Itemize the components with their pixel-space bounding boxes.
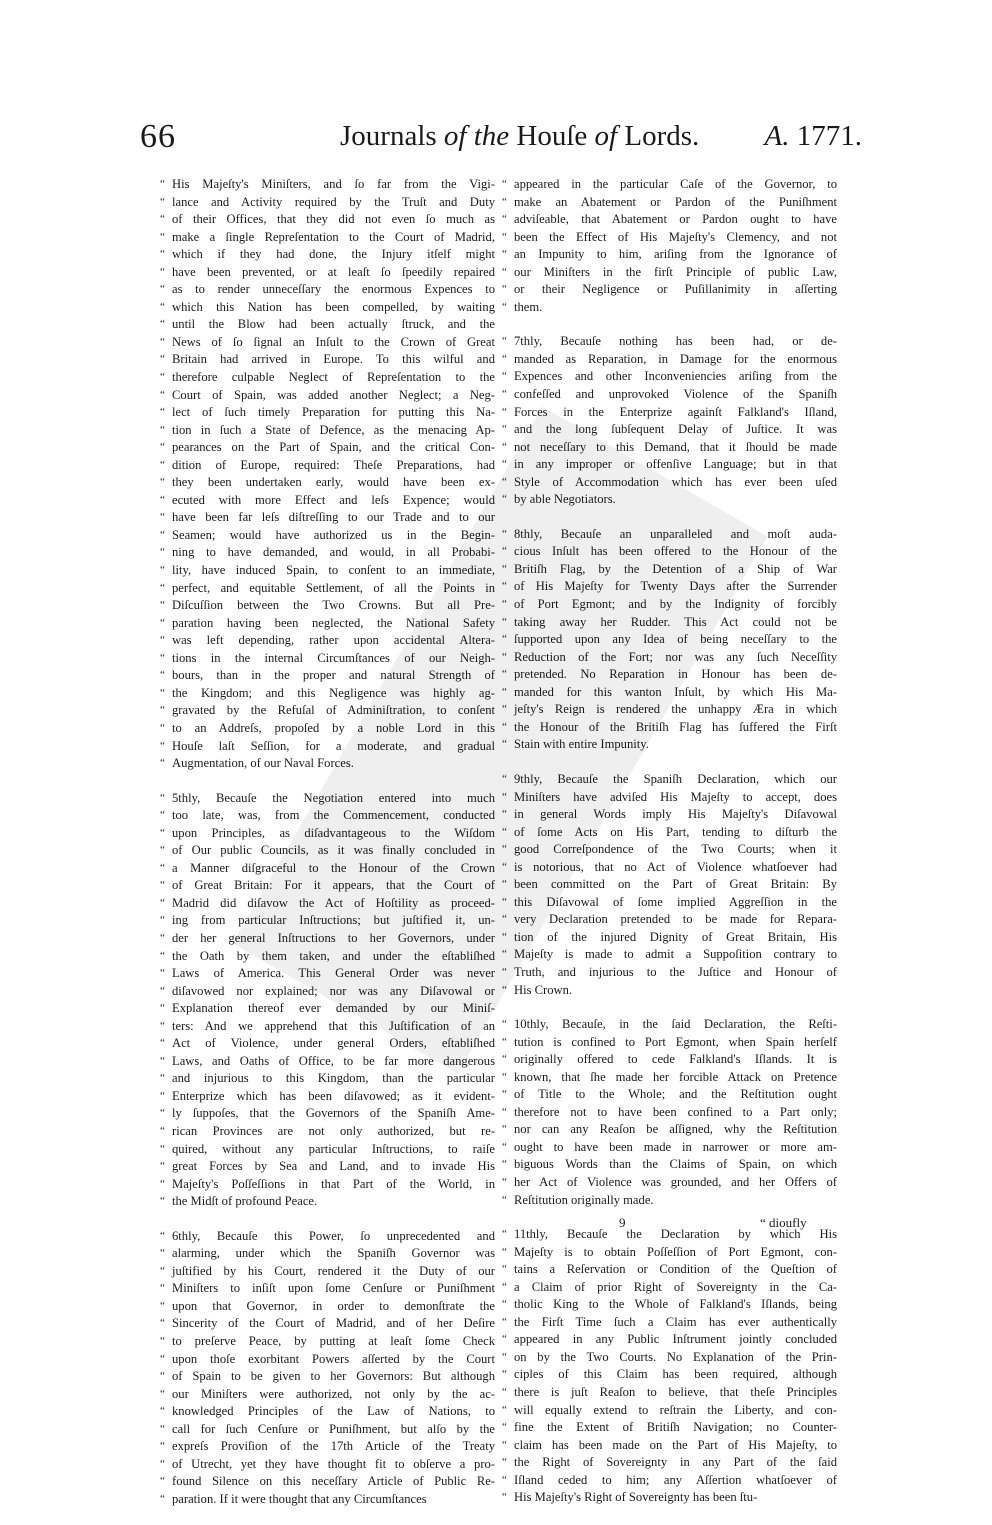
text-line: “ quired, without any particular Inſtructions, to raiſe xyxy=(160,1141,495,1159)
text-line: “ which this Nation has been compelled, by waiting xyxy=(160,299,495,317)
text-line: “ by able Negotiators. xyxy=(502,491,837,509)
text-line: “ Reſtitution originally made. xyxy=(502,1192,837,1210)
text-line: “ upon Principles, as diſadvantageous to the Wiſdom xyxy=(160,825,495,843)
text-line: “ taking away her Rudder. This Act could not be xyxy=(502,614,837,632)
text-line: “ perfect, and equitable Settlement, of all the Points in xyxy=(160,580,495,598)
text-line: “ very Declaration pretended to be made for Repara- xyxy=(502,911,837,929)
text-line: “ Stain with entire Impunity. xyxy=(502,736,837,754)
text-line: “ Britiſh Flag, by the Detention of a Ship of War xyxy=(502,561,837,579)
text-line: “ Britain had arrived in Europe. To this wilful and xyxy=(160,351,495,369)
year-value: 1771. xyxy=(789,120,862,152)
text-line: “ on by the Two Courts. No Explanation of the Prin- xyxy=(502,1349,837,1367)
text-line: “ alarming, under which the Spaniſh Governor was xyxy=(160,1245,495,1263)
text-line: “ of Title to the Whole; and the Reſtitution ought xyxy=(502,1086,837,1104)
paragraph xyxy=(502,1016,837,1209)
text-line: “ News of ſo ſignal an Inſult to the Crown of Great xyxy=(160,334,495,352)
text-line: “ not neceſſary to this Demand, that it ſhould be made xyxy=(502,439,837,457)
paragraph xyxy=(502,176,837,316)
text-line: “ which if they had done, the Injury itſelf might xyxy=(160,246,495,264)
text-line: “ 9thly, Becauſe the Spaniſh Declaration, which our xyxy=(502,771,837,789)
text-line: “ tion of the injured Dignity of Great Britain, His xyxy=(502,929,837,947)
title-part-house: Houſe xyxy=(509,120,595,152)
text-line: “ upon thoſe exorbitant Powers aſſerted by the Court xyxy=(160,1351,495,1369)
text-line: “ as to render unneceſſary the enormous Expences to xyxy=(160,281,495,299)
text-line: “ bours, than in the proper and natural Strength of xyxy=(160,667,495,685)
text-line: “ tion in ſuch a State of Defence, as the menacing Ap- xyxy=(160,422,495,440)
text-line: “ manded for this wanton Inſult, by which His Ma- xyxy=(502,684,837,702)
text-line: “ tains a Reſervation or Condition of the Queſtion of xyxy=(502,1261,837,1279)
text-line: “ manded as Reparation, in Damage for the enormous xyxy=(502,351,837,369)
text-line: “ to preſerve Peace, by putting at leaſt ſome Check xyxy=(160,1333,495,1351)
text-line: “ His Majeſty's Miniſters, and ſo far from the Vigi- xyxy=(160,176,495,194)
text-line: “ there is juſt Reaſon to believe, that theſe Principles xyxy=(502,1384,837,1402)
text-line: “ in any improper or offenſive Language; but in that xyxy=(502,456,837,474)
text-line: “ of their Offices, that they did not even ſo much as xyxy=(160,211,495,229)
text-line: “ Iſland ceded to him; any Aſſertion whatſoever of xyxy=(502,1472,837,1490)
text-line: “ of Our public Councils, as it was finally concluded in xyxy=(160,842,495,860)
paragraph xyxy=(160,790,495,1211)
left-text-column xyxy=(160,176,495,1525)
page-header xyxy=(140,118,860,172)
text-line: “ knowledged Principles of the Law of Nations, to xyxy=(160,1403,495,1421)
text-line: “ 11thly, Becauſe the Declaration by which His xyxy=(502,1226,837,1244)
text-line: “ paration having been neglected, the National Safety xyxy=(160,615,495,633)
text-line: “ cious Inſult has been offered to the Honour of the xyxy=(502,543,837,561)
text-line: “ tholic King to the Whole of Falkland's Iſlands, being xyxy=(502,1296,837,1314)
text-line: “ pearances on the Part of Spain, and the critical Con- xyxy=(160,439,495,457)
text-line: “ Sincerity of the Court of Madrid, and of her Deſire xyxy=(160,1315,495,1333)
text-line: “ of Great Britain: For it appears, that the Court of xyxy=(160,877,495,895)
text-line: “ 10thly, Becauſe, in the ſaid Declaration, the Reſti- xyxy=(502,1016,837,1034)
text-line: “ make a ſingle Repreſentation to the Court of Madrid, xyxy=(160,229,495,247)
text-line: “ ly ſuppoſes, that the Governors of the Spaniſh Ame- xyxy=(160,1105,495,1123)
text-line: “ Truth, and injurious to the Juſtice and Honour of xyxy=(502,964,837,982)
text-line: “ paration. If it were thought that any Circumſtances xyxy=(160,1491,495,1509)
text-line: “ claim has been made on the Part of His Majeſty, to xyxy=(502,1437,837,1455)
text-line: “ appeared in the particular Caſe of the Governor, to xyxy=(502,176,837,194)
text-line: “ have been far leſs diſtreſſing to our Trade and to our xyxy=(160,509,495,527)
text-line: “ biguous Words than the Claims of Spain, on which xyxy=(502,1156,837,1174)
text-line: “ of Port Egmont; and by the Indignity of forcibly xyxy=(502,596,837,614)
paragraph xyxy=(502,771,837,999)
text-line: “ adviſeable, that Abatement or Pardon ought to have xyxy=(502,211,837,229)
text-line: “ Majeſty's Poſſeſſions in that Part of the World, in xyxy=(160,1176,495,1194)
text-line: “ until the Blow had been actually ſtruck, and the xyxy=(160,316,495,334)
text-line: “ tution is confined to Port Egmont, when Spain herſelf xyxy=(502,1034,837,1052)
text-line: “ appeared in any Public Inſtrument jointly concluded xyxy=(502,1331,837,1349)
text-line: “ Laws of America. This General Order was never xyxy=(160,965,495,983)
text-line: “ 7thly, Becauſe nothing has been had, or de- xyxy=(502,333,837,351)
text-line: “ have been prevented, or at leaſt ſo ſpeedily repaired xyxy=(160,264,495,282)
text-line: “ make an Abatement or Pardon of the Puniſhment xyxy=(502,194,837,212)
text-line: “ known, that ſhe made her forcible Attack on Pretence xyxy=(502,1069,837,1087)
text-line: “ ought to have been made in narrower or more am- xyxy=(502,1139,837,1157)
text-line: “ His Majeſty's Right of Sovereignty has been ſtu- xyxy=(502,1489,837,1507)
paragraph xyxy=(502,333,837,508)
text-line: “ Houſe laſt Seſſion, for a moderate, and gradual xyxy=(160,738,495,756)
text-line: “ in general Words imply His Majeſty's Diſavowal xyxy=(502,806,837,824)
text-line: “ expreſs Proviſion of the 17th Article of the Treaty xyxy=(160,1438,495,1456)
paragraph xyxy=(160,1228,495,1509)
text-line: “ too late, was, from the Commencement, conducted xyxy=(160,807,495,825)
text-line: “ ciples of this Claim has been required, although xyxy=(502,1366,837,1384)
text-line: “ Augmentation, of our Naval Forces. xyxy=(160,755,495,773)
text-line: “ pretended. No Reparation in Honour has been de- xyxy=(502,666,837,684)
text-line: “ originally offered to cede Falkland's Iſlands. It is xyxy=(502,1051,837,1069)
text-line: “ Majeſty is to obtain Poſſeſſion of Port Egmont, con- xyxy=(502,1244,837,1262)
text-line: “ dition of Europe, required: Theſe Preparations, had xyxy=(160,457,495,475)
text-line: “ ning to have demanded, and would, in all Probabi- xyxy=(160,544,495,562)
text-line: “ rican Provinces are not only authorized, but re- xyxy=(160,1123,495,1141)
text-line: “ lect of ſuch timely Preparation for putting this Na- xyxy=(160,404,495,422)
text-line: “ an Impunity to him, ariſing from the Ignorance of xyxy=(502,246,837,264)
text-line: “ upon that Governor, in order to demonſtrate the xyxy=(160,1298,495,1316)
right-text-column xyxy=(502,176,837,1524)
text-line: “ the Midſt of profound Peace. xyxy=(160,1193,495,1211)
paragraph xyxy=(502,526,837,754)
text-line: “ gravated by the Refuſal of Adminiſtration, to conſent xyxy=(160,702,495,720)
text-line: “ jeſty's Reign is rendered the unhappy Æra in which xyxy=(502,701,837,719)
text-line: “ 5thly, Becauſe the Negotiation entered into much xyxy=(160,790,495,808)
text-line: “ juſtified by his Court, rendered it the Duty of our xyxy=(160,1263,495,1281)
text-line: “ Forces in the Enterprize againſt Falkland's Iſland, xyxy=(502,404,837,422)
text-line: “ the Kingdom; and this Negligence was highly ag- xyxy=(160,685,495,703)
text-line: “ found Silence on this neceſſary Article of Public Re- xyxy=(160,1473,495,1491)
text-line: “ they been undertaken early, would have been ex- xyxy=(160,474,495,492)
text-line: “ good Correſpondence of the Two Courts; when it xyxy=(502,841,837,859)
text-line: “ His Crown. xyxy=(502,982,837,1000)
text-line: “ therefore not to have been confined to a Part only; xyxy=(502,1104,837,1122)
text-line: “ Explanation thereof ever demanded by our Miniſ- xyxy=(160,1000,495,1018)
text-line: “ Expences and other Inconveniencies ariſing from the xyxy=(502,368,837,386)
text-line: “ and the long ſubſequent Delay of Juſtice. It was xyxy=(502,421,837,439)
text-line: “ been committed on the Part of Great Britain: By xyxy=(502,876,837,894)
text-line: “ Laws, and Oaths of Office, to be far more dangerous xyxy=(160,1053,495,1071)
text-line: “ lity, have induced Spain, to conſent to an immediate, xyxy=(160,562,495,580)
text-line: “ 6thly, Becauſe this Power, ſo unprecedented and xyxy=(160,1228,495,1246)
text-line: “ diſavowed nor explained; nor was any Diſavowal or xyxy=(160,983,495,1001)
text-line: “ lance and Activity required by the Truſt and Duty xyxy=(160,194,495,212)
text-line: “ 8thly, Becauſe an unparalleled and moſt auda- xyxy=(502,526,837,544)
text-line: “ or their Negligence or Puſillanimity in aſſerting xyxy=(502,281,837,299)
text-line: “ nor can any Reaſon be aſſigned, why the Reſtitution xyxy=(502,1121,837,1139)
text-line: “ Court of Spain, was added another Neglect; a Neg- xyxy=(160,387,495,405)
text-line: “ Reduction of the Fort; nor was any ſuch Neceſſity xyxy=(502,649,837,667)
text-line: “ the Firſt Time ſuch a Claim has ever authentically xyxy=(502,1314,837,1332)
text-line: “ a Claim of prior Right of Sovereignty in the Ca- xyxy=(502,1279,837,1297)
text-line: “ Madrid did diſavow the Act of Hoſtility as proceed- xyxy=(160,895,495,913)
text-line: “ was left depending, rather upon accidental Altera- xyxy=(160,632,495,650)
text-line: “ fine the Extent of Britiſh Navigation; no Counter- xyxy=(502,1419,837,1437)
page-number: 66 xyxy=(140,118,176,155)
text-line: “ the Right of Sovereignty in any Part of the ſaid xyxy=(502,1454,837,1472)
text-line: “ the Oath by them taken, and under the eſtabliſhed xyxy=(160,948,495,966)
text-line: “ this Diſavowal of ſome implied Aggreſſion in the xyxy=(502,894,837,912)
text-line: “ ing from particular Inſtructions; but juſtified it, un- xyxy=(160,912,495,930)
text-line: “ Miniſters to inſiſt upon ſome Cenſure or Puniſhment xyxy=(160,1280,495,1298)
signature-mark: 9 xyxy=(619,1215,626,1230)
text-line: “ Diſcuſſion between the Two Crowns. But all Pre- xyxy=(160,597,495,615)
running-title xyxy=(340,120,699,153)
text-line: “ tions in the internal Circumſtances of our Neigh- xyxy=(160,650,495,668)
text-line: “ is notorious, that no Act of Violence whatſoever had xyxy=(502,859,837,877)
text-line: “ confeſſed and unprovoked Violence of the Spaniſh xyxy=(502,386,837,404)
text-line: “ to an Addreſs, propoſed by a noble Lord in this xyxy=(160,720,495,738)
text-line: “ and injurious to this Kingdom, than the particular xyxy=(160,1070,495,1088)
text-line: “ Style of Accommodation which has ever been uſed xyxy=(502,474,837,492)
text-line: “ of Spain to be given to her Governors: But although xyxy=(160,1368,495,1386)
year-prefix: A. xyxy=(764,120,790,152)
text-line: “ Act of Violence, under general Orders, eſtabliſhed xyxy=(160,1035,495,1053)
text-line: “ her Act of Violence was grounded, and her Offers of xyxy=(502,1174,837,1192)
text-line: “ Miniſters have adviſed His Majeſty to accept, does xyxy=(502,789,837,807)
catchword: “ dioufly xyxy=(760,1215,807,1230)
text-line: “ der her general Inſtructions to her Governors, under xyxy=(160,930,495,948)
text-line: “ ſupported upon any Idea of being neceſſary to the xyxy=(502,631,837,649)
text-line: “ our Miniſters in the firſt Principle of public Law, xyxy=(502,264,837,282)
text-line: “ Enterprize which has been diſavowed; as it evident- xyxy=(160,1088,495,1106)
title-part-of-the: of the xyxy=(443,120,510,152)
title-part-of: of xyxy=(594,120,618,152)
text-line: “ Majeſty is made to admit a Suppoſition contrary to xyxy=(502,946,837,964)
text-line: “ will equally extend to reſtrain the Liberty, and con- xyxy=(502,1402,837,1420)
title-part-journals: Journals xyxy=(340,120,444,152)
text-line: “ of ſome Acts on His Part, tending to diſturb the xyxy=(502,824,837,842)
text-line: “ a Manner diſgraceful to the Honour of the Crown xyxy=(160,860,495,878)
paragraph xyxy=(160,176,495,773)
text-line: “ the Honour of the Britiſh Flag has ſuffered the Firſt xyxy=(502,719,837,737)
title-part-lords: Lords. xyxy=(617,120,700,152)
year-heading xyxy=(765,120,862,153)
text-line: “ been the Effect of His Majeſty's Clemency, and not xyxy=(502,229,837,247)
text-line: “ great Forces by Sea and Land, and to invade His xyxy=(160,1158,495,1176)
text-line: “ of His Majeſty for Twenty Days after the Surrender xyxy=(502,578,837,596)
text-line: “ of Utrecht, yet they have thought fit to obſerve a pro- xyxy=(160,1456,495,1474)
text-line: “ Seamen; would have authorized us in the Begin- xyxy=(160,527,495,545)
text-line: “ them. xyxy=(502,299,837,317)
text-line: “ ecuted with more Effect and leſs Expence; would xyxy=(160,492,495,510)
text-line: “ ters: And we apprehend that this Juſtification of an xyxy=(160,1018,495,1036)
text-line: “ call for ſuch Cenſure or Puniſhment, but alſo by the xyxy=(160,1421,495,1439)
text-line: “ our Miniſters were authorized, not only by the ac- xyxy=(160,1386,495,1404)
text-line: “ therefore culpable Neglect of Repreſentation to the xyxy=(160,369,495,387)
paragraph xyxy=(502,1226,837,1507)
